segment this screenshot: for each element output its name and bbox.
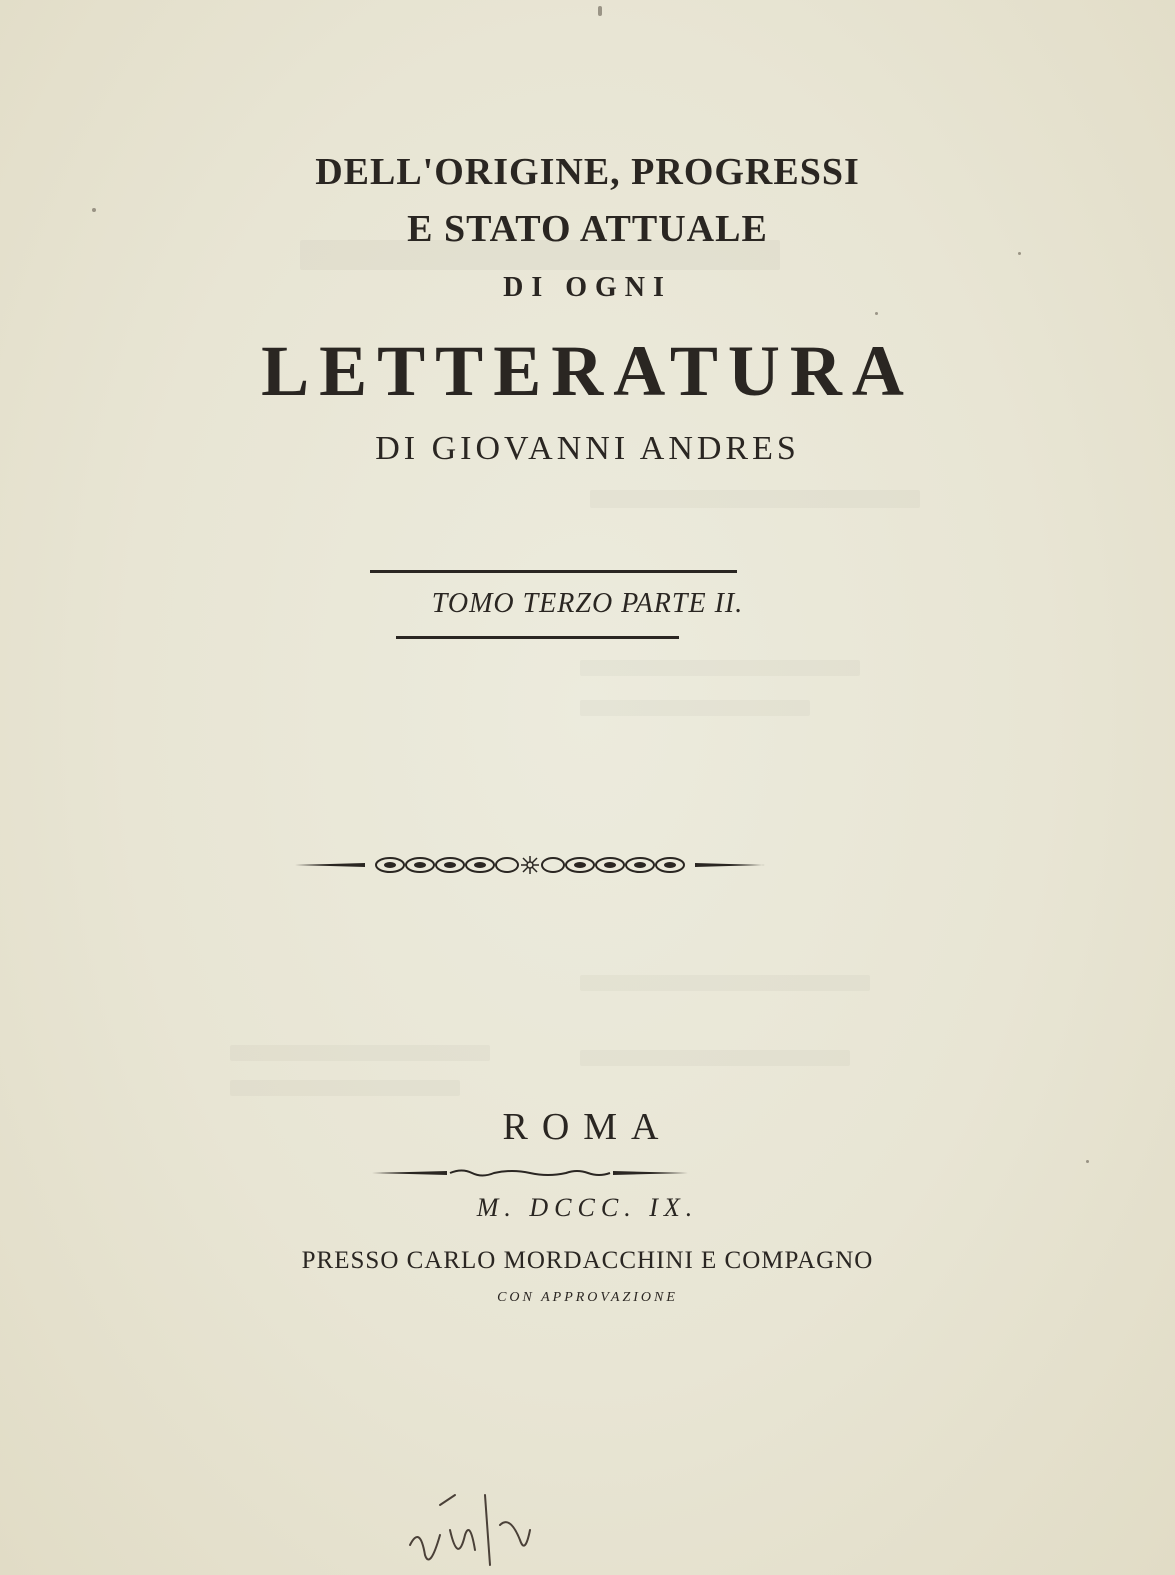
main-title: LETTERATURA bbox=[261, 331, 914, 411]
rule-bottom bbox=[396, 636, 679, 639]
title-line-3: DI OGNI bbox=[503, 272, 672, 303]
show-through-text bbox=[230, 1080, 460, 1096]
show-through-text bbox=[580, 1050, 850, 1066]
divider-ornament-icon bbox=[372, 1166, 688, 1180]
paper-speck bbox=[875, 312, 878, 315]
city-line: ROMA bbox=[502, 1106, 673, 1148]
show-through-text bbox=[590, 490, 920, 508]
paper-speck bbox=[1018, 252, 1021, 255]
show-through-text bbox=[580, 975, 870, 991]
publisher-line: PRESSO CARLO MORDACCHINI E COMPAGNO bbox=[301, 1247, 874, 1274]
approval-line: CON APPROVAZIONE bbox=[497, 1290, 678, 1305]
year-line: M. DCCC. IX. bbox=[476, 1193, 699, 1222]
volume-line: TOMO TERZO PARTE II. bbox=[431, 588, 744, 619]
show-through-text bbox=[230, 1045, 490, 1061]
show-through-text bbox=[580, 660, 860, 676]
ornament-icon bbox=[295, 850, 765, 880]
handwritten-mark-icon bbox=[380, 1475, 580, 1575]
title-line-2: E STATO ATTUALE bbox=[407, 208, 768, 250]
paper-speck bbox=[598, 6, 602, 16]
paper-speck bbox=[1086, 1160, 1089, 1163]
rule-top bbox=[370, 570, 737, 573]
show-through-text bbox=[580, 700, 810, 716]
title-line-1: DELL'ORIGINE, PROGRESSI bbox=[315, 151, 860, 193]
author-line: DI GIOVANNI ANDRES bbox=[375, 430, 800, 467]
paper-speck bbox=[92, 208, 96, 212]
